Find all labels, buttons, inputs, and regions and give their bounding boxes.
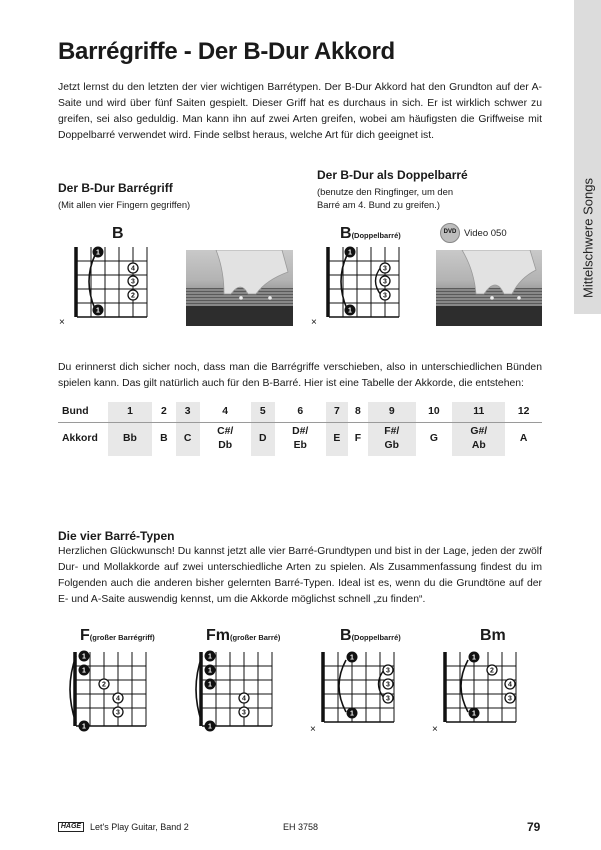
svg-text:1: 1 (208, 653, 212, 661)
table-cell: D (251, 422, 275, 456)
table-cell: A (519, 433, 528, 445)
table-cell: C#/ Db (217, 426, 234, 452)
svg-text:3: 3 (116, 709, 120, 717)
chord-diagram-fm (184, 648, 304, 736)
table-cell: F (354, 433, 362, 445)
svg-text:3: 3 (383, 292, 387, 300)
table-cell: 8 (348, 402, 368, 422)
chord-diagram-b-barre (55, 243, 180, 333)
table-cell: 9 (368, 402, 416, 422)
side-tab-label: Mittelschwere Songs (580, 178, 595, 298)
svg-text:1: 1 (350, 654, 354, 662)
section2-subtitle-2: Barré am 4. Bund zu greifen.) (317, 199, 440, 210)
svg-text:1: 1 (96, 307, 100, 315)
section1-chord-name: B (112, 225, 124, 242)
table-cell: E (326, 422, 348, 456)
type-chord-label: F(großer Barrégriff) (80, 627, 155, 644)
svg-text:3: 3 (386, 681, 390, 689)
section1-heading: Der B-Dur Barrégriff (58, 181, 173, 195)
svg-text:3: 3 (242, 709, 246, 717)
page-number: 79 (527, 820, 541, 834)
type-chord-label: Fm(großer Barré) (206, 627, 281, 644)
chord-diagram-b-doppelbarre (307, 243, 432, 333)
chord-diagram-bm (428, 648, 542, 736)
svg-text:1: 1 (348, 307, 352, 315)
table-row-label: Bund (58, 402, 108, 422)
chord-diagram-f (58, 648, 178, 736)
publisher-logo: HAGE (58, 822, 84, 832)
table-row-frets (58, 402, 542, 422)
svg-text:4: 4 (242, 695, 246, 703)
svg-text:1: 1 (208, 667, 212, 675)
svg-text:4: 4 (116, 695, 120, 703)
svg-text:1: 1 (208, 681, 212, 689)
section2-chord-label: B(Doppelbarré) (340, 225, 401, 242)
svg-text:3: 3 (383, 278, 387, 286)
hand-photo-b-barre (186, 250, 293, 326)
svg-text:4: 4 (508, 681, 512, 689)
table-cell: 11 (452, 402, 505, 422)
table-cell: 12 (505, 402, 542, 422)
section2-heading: Der B-Dur als Doppelbarré (317, 168, 468, 182)
table-cell: 2 (152, 402, 176, 422)
chord-diagram-b-doppelbarre-small (306, 648, 426, 736)
table-cell: B (160, 433, 168, 445)
page-title: Barrégriffe - Der B-Dur Akkord (58, 38, 395, 65)
table-cell: G (429, 433, 438, 445)
type-chord-label: Bm (480, 627, 506, 644)
footer-code: EH 3758 (283, 822, 319, 832)
intro-paragraph: Jetzt lernst du den letzten der vier wichtigen Barrétypen. Der B-Dur Akkord hat den Grundton auf der A-Saite und wird über fünf Saiten gespielt. Dieser Griff hat es durchaus in sich. Er ist wirklich schwer zu greifen, sei also geduldig. Man kann ihn auf zwei Arten greifen, wobei am häufigsten die Griffweise mit Doppelbarré verwendet wird. Finde selbst heraus, welche Art für dich geeignet ist. (58, 82, 542, 141)
svg-text:3: 3 (386, 667, 390, 675)
svg-text:1: 1 (82, 667, 86, 675)
svg-text:1: 1 (472, 710, 476, 718)
mute-x-icon: × (432, 724, 438, 735)
table-cell: 6 (275, 402, 326, 422)
video-label: Video 050 (464, 228, 507, 239)
mute-x-icon: × (310, 724, 316, 735)
svg-text:2: 2 (131, 292, 135, 300)
table-cell: C (176, 422, 200, 456)
mute-x-icon: × (311, 317, 317, 328)
types-heading: Die vier Barré-Typen (58, 529, 175, 543)
svg-text:1: 1 (82, 723, 86, 731)
svg-text:3: 3 (386, 695, 390, 703)
section1-subtitle: (Mit allen vier Fingern gegriffen) (58, 199, 191, 210)
side-tab (574, 0, 601, 314)
chord-table (58, 402, 542, 456)
svg-text:1: 1 (82, 653, 86, 661)
svg-text:3: 3 (131, 278, 135, 286)
svg-text:1: 1 (350, 710, 354, 718)
table-cell: D#/ Eb (292, 426, 309, 452)
footer-book-title: Let's Play Guitar, Band 2 (90, 822, 189, 832)
table-cell: 5 (251, 402, 275, 422)
table-cell: 10 (416, 402, 453, 422)
types-paragraph: Herzlichen Glückwunsch! Du kannst jetzt alle vier Barré-Grundtypen und bist in der Lage, jeden der zwölf Dur- und Mollakkorde auf zwei unterschiedliche Arten zu spielen. Als Zusammenfassung findest du im Folgenden auch die anderen bisher gelernten Barré-Typen. Ideal ist es, wenn du die Grundtöne auf der E- und A-Saite auswendig kennst, um die Akkorde möglichst schnell „zu finden“. (58, 546, 542, 605)
svg-text:1: 1 (348, 249, 352, 257)
type-chord-label: B(Doppelbarré) (340, 627, 401, 644)
svg-text:2: 2 (490, 667, 494, 675)
table-cell: 3 (176, 402, 200, 422)
hand-photo-b-doppelbarre (436, 250, 542, 326)
svg-text:1: 1 (208, 723, 212, 731)
table-cell: 7 (326, 402, 348, 422)
svg-text:2: 2 (102, 681, 106, 689)
table-cell: 4 (200, 402, 251, 422)
table-cell: 1 (108, 402, 152, 422)
dvd-icon: DVD (440, 223, 460, 243)
svg-text:4: 4 (131, 265, 135, 273)
table-row-label: Akkord (62, 433, 98, 445)
table-cell: Bb (108, 422, 152, 456)
mute-x-icon: × (59, 317, 65, 328)
svg-text:3: 3 (383, 265, 387, 273)
svg-text:1: 1 (472, 654, 476, 662)
table-cell: G#/ Ab (452, 422, 505, 456)
section2-subtitle-1: (benutze den Ringfinger, um den (317, 186, 454, 197)
svg-text:1: 1 (96, 249, 100, 257)
table-cell: F#/ Gb (368, 422, 416, 456)
table-row-chords (58, 422, 542, 456)
svg-text:3: 3 (508, 695, 512, 703)
table-intro: Du erinnerst dich sicher noch, dass man die Barrégriffe verschieben, also in unterschiedlichen Bünden spielen kann. Das gilt natürlich auch für den B-Barré. Hier ist eine Tabelle der Akkorde, die entstehen: (58, 362, 542, 389)
